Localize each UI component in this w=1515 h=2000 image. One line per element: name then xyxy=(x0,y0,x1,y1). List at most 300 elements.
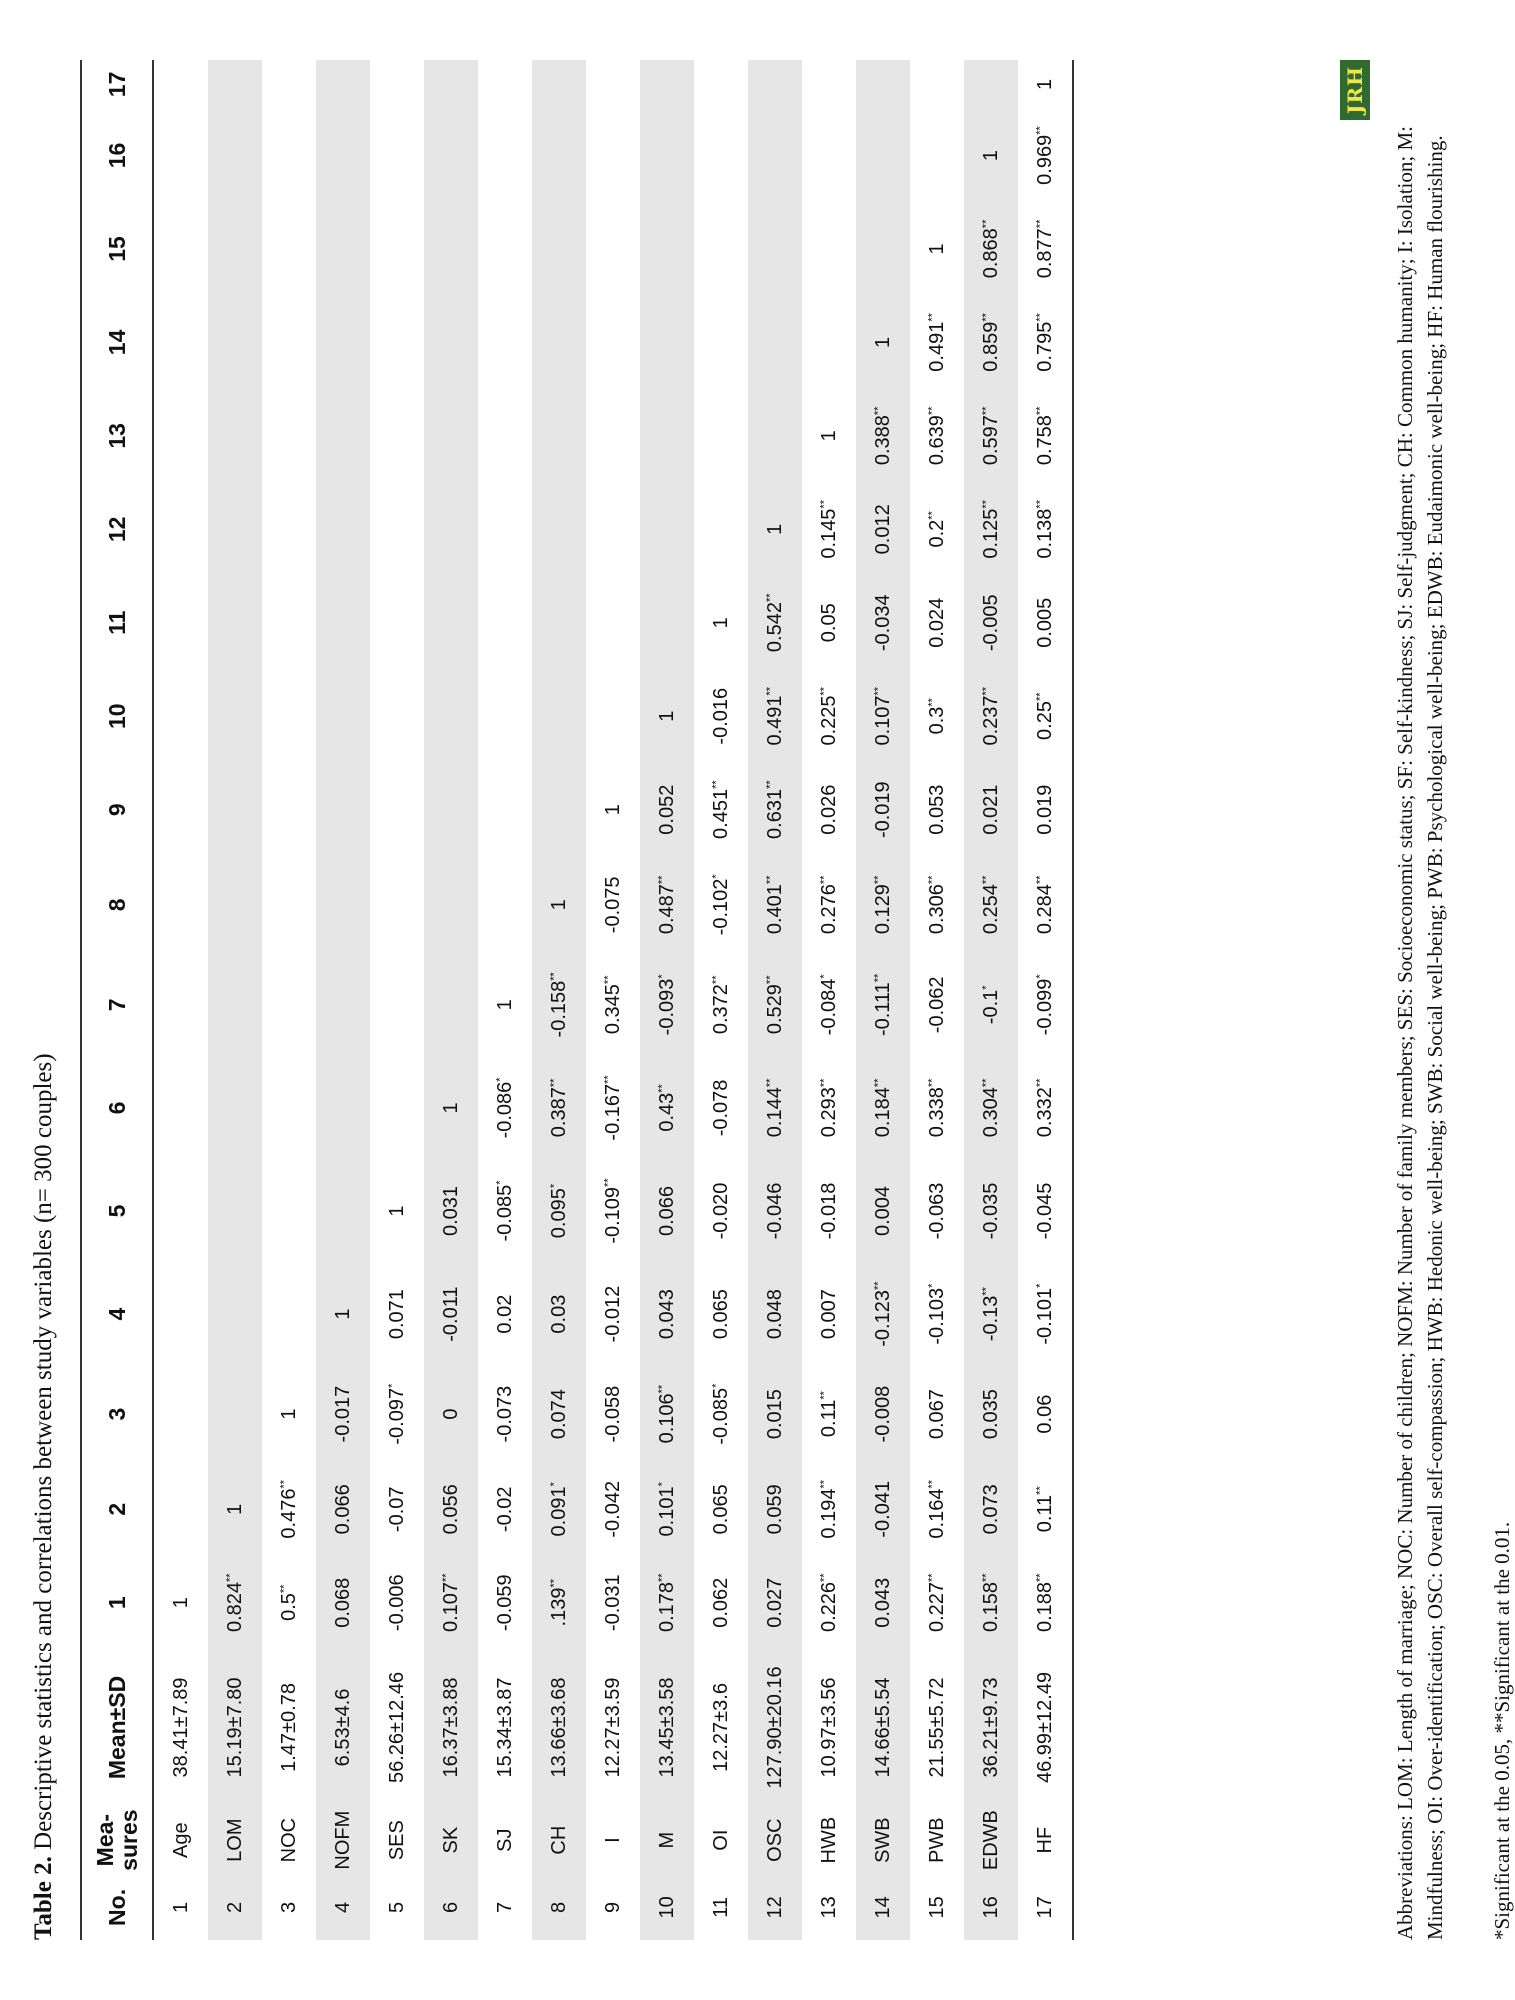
correlation-value: -0.078 xyxy=(709,1079,732,1137)
correlation-cell xyxy=(370,1159,424,1262)
correlation-cell xyxy=(856,953,910,1056)
correlation-cell xyxy=(424,109,478,202)
correlation-value: 0.062 xyxy=(709,1577,732,1628)
significance-marker: ** xyxy=(979,1078,992,1088)
column-header: 12 xyxy=(81,483,153,576)
correlation-cell xyxy=(153,669,208,762)
correlation-cell xyxy=(802,1056,856,1159)
column-header: 13 xyxy=(81,389,153,482)
correlation-value: 0.012 xyxy=(871,504,894,555)
correlation-cell xyxy=(910,1159,964,1262)
correlation-cell xyxy=(964,389,1018,482)
correlation-cell xyxy=(478,109,532,202)
correlation-cell xyxy=(748,1366,802,1463)
correlation-cell xyxy=(153,856,208,953)
correlation-cell xyxy=(316,483,370,576)
significance-marker: ** xyxy=(1033,126,1046,135)
correlation-cell xyxy=(1018,389,1073,482)
correlation-cell xyxy=(316,763,370,856)
significance-marker: ** xyxy=(277,1584,290,1594)
correlation-value: -0.158 xyxy=(547,980,570,1038)
correlation-cell xyxy=(856,1263,910,1366)
mean-sd: 46.99±12.49 xyxy=(1018,1649,1073,1805)
significance-marker: ** xyxy=(817,875,830,885)
correlation-cell xyxy=(424,60,478,109)
correlation-cell xyxy=(640,669,694,762)
correlation-cell xyxy=(910,1463,964,1556)
correlation-cell xyxy=(424,856,478,953)
correlation-cell xyxy=(694,1263,748,1366)
correlation-cell xyxy=(640,389,694,482)
correlation-cell xyxy=(208,389,262,482)
correlation-value: 1 xyxy=(223,1503,246,1515)
correlation-cell xyxy=(1018,1463,1073,1556)
correlation-cell xyxy=(478,1159,532,1262)
correlation-value: 0.597 xyxy=(979,415,1002,466)
correlation-cell xyxy=(153,1366,208,1463)
table-row xyxy=(262,60,316,1940)
correlation-cell xyxy=(370,576,424,669)
correlation-cell xyxy=(262,1556,316,1649)
table-row xyxy=(208,60,262,1940)
correlation-cell xyxy=(694,576,748,669)
correlation-cell xyxy=(964,763,1018,856)
correlation-value: 0.306 xyxy=(925,884,948,935)
footnote-text: *Significant at the 0.05, **Significant at the 0.01. xyxy=(1490,1521,1514,1940)
correlation-value: 0.03 xyxy=(547,1294,570,1334)
correlation-value: 0.237 xyxy=(979,695,1002,746)
correlation-cell xyxy=(153,1159,208,1262)
table-row xyxy=(694,60,748,1940)
table-row xyxy=(640,60,694,1940)
correlation-cell xyxy=(694,202,748,295)
significance-marker: ** xyxy=(871,406,884,416)
correlation-cell xyxy=(910,953,964,1056)
correlation-value: 0.024 xyxy=(925,597,948,648)
correlation-cell xyxy=(964,483,1018,576)
correlation-value: 1 xyxy=(277,1408,300,1420)
correlation-cell xyxy=(478,1056,532,1159)
header-row xyxy=(81,60,153,1940)
table-row xyxy=(802,60,856,1940)
correlation-cell xyxy=(856,856,910,953)
correlation-cell xyxy=(748,576,802,669)
table-row xyxy=(748,60,802,1940)
correlation-cell xyxy=(748,202,802,295)
correlation-cell xyxy=(316,856,370,953)
correlation-value: 0.095 xyxy=(547,1188,570,1239)
mean-sd: 127.90±20.16 xyxy=(748,1649,802,1805)
correlation-cell xyxy=(262,576,316,669)
correlation-cell xyxy=(208,296,262,389)
significance-footnote xyxy=(1490,60,1515,1940)
significance-marker: ** xyxy=(763,1078,776,1088)
correlation-cell xyxy=(910,296,964,389)
correlation-cell xyxy=(262,483,316,576)
correlation-cell xyxy=(424,1263,478,1366)
abbreviations-note: Abbreviations: LOM: Length of marriage; NOC: Number of children; NOFM: Number of family members; SES: Socioeconomic status; SF: Self-kindness; SJ: Self-judgment; CH: Common humanity; I: Isolation; M: Mindfulness; OI: Over-identification; OSC: Overall self-compassion; HWB: Hedonic well-being; SWB: Social well-being; PWB: Psychological well-being; EDWB: Eudaimonic well-being; HF: Human flourishing. xyxy=(1393,126,1447,1940)
correlation-value: 0.3 xyxy=(925,706,948,735)
significance-marker: ** xyxy=(871,875,884,885)
correlation-value: -0.103 xyxy=(925,1287,948,1345)
significance-marker: ** xyxy=(817,500,830,509)
correlation-cell xyxy=(262,1159,316,1262)
correlation-value: 0.824 xyxy=(223,1581,246,1633)
correlation-cell xyxy=(262,1366,316,1463)
correlation-value: 0.388 xyxy=(871,415,894,466)
correlation-cell xyxy=(910,856,964,953)
correlation-cell xyxy=(532,1556,586,1649)
correlation-cell xyxy=(802,483,856,576)
correlation-value: 0.276 xyxy=(817,884,840,935)
correlation-value: 0.631 xyxy=(763,788,786,839)
correlation-cell xyxy=(532,1263,586,1366)
correlation-value: -0.034 xyxy=(871,594,894,652)
correlation-value: 0.065 xyxy=(709,1289,732,1340)
mean-sd: 10.97±3.56 xyxy=(817,1677,840,1778)
correlation-cell xyxy=(532,953,586,1056)
correlation-cell xyxy=(424,1463,478,1556)
correlation-cell xyxy=(694,669,748,762)
correlation-cell xyxy=(153,763,208,856)
correlation-value: 0.529 xyxy=(763,984,786,1035)
correlation-value: -0.099 xyxy=(1033,978,1056,1036)
correlation-cell xyxy=(910,763,964,856)
correlation-cell xyxy=(748,1263,802,1366)
correlation-cell xyxy=(316,389,370,482)
significance-marker: ** xyxy=(925,1479,938,1489)
correlation-cell xyxy=(694,483,748,576)
correlation-cell xyxy=(478,483,532,576)
correlation-cell xyxy=(478,576,532,669)
significance-marker: ** xyxy=(979,1573,992,1582)
correlation-value: 0.068 xyxy=(331,1577,354,1628)
correlation-cell xyxy=(640,1366,694,1463)
correlation-cell xyxy=(262,763,316,856)
correlation-value: 0.164 xyxy=(925,1488,948,1539)
correlation-value: -0.109 xyxy=(601,1186,624,1244)
significance-marker: * xyxy=(493,1180,506,1185)
mean-sd: 13.66±3.68 xyxy=(532,1649,586,1805)
correlation-value: 0.125 xyxy=(979,508,1002,559)
table-row xyxy=(532,60,586,1940)
correlation-cell xyxy=(586,296,640,389)
correlation-value: 0.145 xyxy=(817,508,840,559)
correlation-cell xyxy=(153,576,208,669)
correlation-cell xyxy=(424,1159,478,1262)
measure-name: LOM xyxy=(208,1805,262,1874)
significance-marker: ** xyxy=(871,686,884,696)
correlation-cell xyxy=(802,60,856,109)
correlation-cell xyxy=(478,296,532,389)
correlation-value: 0.067 xyxy=(925,1389,948,1440)
correlation-cell xyxy=(964,109,1018,202)
correlation-value: -0.084 xyxy=(817,978,840,1036)
correlation-value: -0.008 xyxy=(871,1385,894,1443)
correlation-cell xyxy=(478,669,532,762)
measure-name: HWB xyxy=(817,1816,840,1864)
correlation-cell xyxy=(370,1463,424,1556)
correlation-cell xyxy=(153,296,208,389)
correlation-cell xyxy=(856,109,910,202)
correlation-cell xyxy=(370,483,424,576)
correlation-cell xyxy=(640,576,694,669)
correlation-cell xyxy=(532,576,586,669)
significance-marker: ** xyxy=(601,1075,614,1084)
correlation-value: 0.138 xyxy=(1033,508,1056,559)
correlation-cell xyxy=(748,1463,802,1556)
significance-marker: ** xyxy=(925,313,938,322)
correlation-value: -0.005 xyxy=(979,594,1002,652)
correlation-value: 0.969 xyxy=(1033,134,1056,185)
correlation-value: 0.194 xyxy=(817,1488,840,1539)
correlation-value: 0.859 xyxy=(979,321,1002,372)
correlation-value: 0.106 xyxy=(655,1393,678,1444)
correlation-cell xyxy=(964,953,1018,1056)
significance-marker: ** xyxy=(925,1078,938,1088)
correlation-cell xyxy=(208,1159,262,1262)
correlation-cell xyxy=(316,1056,370,1159)
correlation-value: 0.188 xyxy=(1033,1581,1056,1633)
correlation-cell xyxy=(802,1463,856,1556)
correlation-value: 0.345 xyxy=(601,984,624,1035)
column-header: 1 xyxy=(81,1556,153,1649)
correlation-cell xyxy=(370,1366,424,1463)
correlation-cell xyxy=(478,60,532,109)
correlation-cell xyxy=(208,483,262,576)
correlation-cell xyxy=(478,763,532,856)
correlation-cell xyxy=(478,1366,532,1463)
correlation-cell xyxy=(424,202,478,295)
significance-marker: ** xyxy=(763,875,776,885)
correlation-cell xyxy=(748,1159,802,1262)
correlation-cell xyxy=(640,1159,694,1262)
correlation-cell xyxy=(586,1556,640,1649)
significance-marker: ** xyxy=(871,973,884,983)
correlation-value: 0.487 xyxy=(655,884,678,935)
correlation-value: 1 xyxy=(169,1597,192,1609)
column-header: 5 xyxy=(81,1159,153,1262)
measure-name: OSC xyxy=(748,1805,802,1874)
significance-marker: ** xyxy=(817,1573,830,1582)
correlation-cell xyxy=(153,109,208,202)
correlation-value: 1 xyxy=(655,710,678,722)
correlation-value: -0.016 xyxy=(709,687,732,745)
correlation-value: -0.102 xyxy=(709,878,732,936)
correlation-cell xyxy=(964,296,1018,389)
significance-marker: ** xyxy=(1033,219,1046,229)
correlation-value: -0.058 xyxy=(601,1385,624,1443)
correlation-value: 0.5 xyxy=(277,1593,300,1621)
correlation-cell xyxy=(694,389,748,482)
row-number: 3 xyxy=(277,1901,300,1913)
correlation-cell xyxy=(532,1463,586,1556)
correlation-cell xyxy=(856,1463,910,1556)
table-row xyxy=(316,60,370,1940)
correlation-value: 0.868 xyxy=(979,228,1002,279)
correlation-cell xyxy=(748,1556,802,1649)
correlation-cell xyxy=(370,389,424,482)
correlation-cell xyxy=(262,953,316,1056)
correlation-value: 0.144 xyxy=(763,1087,786,1138)
correlation-value: 0.02 xyxy=(493,1294,516,1334)
correlation-cell xyxy=(910,389,964,482)
correlation-cell xyxy=(370,60,424,109)
correlation-value: 0.184 xyxy=(871,1087,894,1138)
correlation-cell xyxy=(964,1463,1018,1556)
table-row xyxy=(370,60,424,1940)
correlation-cell xyxy=(153,483,208,576)
mean-sd: 36.21±9.73 xyxy=(964,1649,1018,1805)
correlation-cell xyxy=(532,856,586,953)
correlation-cell xyxy=(262,60,316,109)
correlation-table xyxy=(80,60,1074,1940)
significance-marker: ** xyxy=(655,1084,668,1093)
correlation-cell xyxy=(748,669,802,762)
correlation-value: 0.293 xyxy=(817,1087,840,1138)
correlation-cell xyxy=(1018,1159,1073,1262)
correlation-cell xyxy=(153,953,208,1056)
significance-marker: ** xyxy=(763,593,776,603)
correlation-cell xyxy=(532,109,586,202)
column-header: 17 xyxy=(81,60,153,109)
correlation-cell xyxy=(748,296,802,389)
correlation-value: 1 xyxy=(979,149,1002,162)
correlation-cell xyxy=(964,856,1018,953)
correlation-cell xyxy=(1018,953,1073,1056)
correlation-cell xyxy=(262,296,316,389)
correlation-value: -0.042 xyxy=(601,1480,624,1538)
correlation-cell xyxy=(802,389,856,482)
correlation-cell xyxy=(370,669,424,762)
correlation-cell xyxy=(370,1556,424,1649)
column-header: 14 xyxy=(81,296,153,389)
correlation-cell xyxy=(586,389,640,482)
correlation-value: -0.019 xyxy=(871,781,894,839)
significance-marker: ** xyxy=(655,1573,668,1582)
correlation-cell xyxy=(262,1463,316,1556)
correlation-cell xyxy=(802,763,856,856)
correlation-cell xyxy=(802,1159,856,1262)
column-header: 11 xyxy=(81,576,153,669)
significance-marker: * xyxy=(385,1383,398,1388)
correlation-cell xyxy=(1018,576,1073,669)
significance-marker: ** xyxy=(871,1078,884,1088)
correlation-cell xyxy=(478,1263,532,1366)
correlation-cell xyxy=(532,669,586,762)
correlation-value: 0.225 xyxy=(817,695,840,746)
correlation-cell xyxy=(262,1056,316,1159)
correlation-cell xyxy=(856,1556,910,1649)
correlation-cell xyxy=(208,109,262,202)
column-header: 10 xyxy=(81,669,153,762)
correlation-cell xyxy=(208,856,262,953)
correlation-cell xyxy=(748,60,802,109)
correlation-cell xyxy=(856,389,910,482)
table-row xyxy=(1018,60,1073,1940)
column-header: 6 xyxy=(81,1056,153,1159)
row-number: 15 xyxy=(925,1896,948,1919)
measure-name: HF xyxy=(1018,1805,1073,1874)
row-number: 14 xyxy=(856,1875,910,1940)
column-header: 15 xyxy=(81,202,153,295)
measure-name: SK xyxy=(424,1805,478,1874)
correlation-value: 1 xyxy=(601,804,624,816)
correlation-cell xyxy=(694,953,748,1056)
significance-marker: ** xyxy=(601,975,614,985)
correlation-value: 0.226 xyxy=(817,1581,840,1633)
correlation-value: -0.011 xyxy=(439,1286,462,1342)
correlation-value: 0.065 xyxy=(709,1484,732,1535)
correlation-cell xyxy=(316,1366,370,1463)
significance-marker: ** xyxy=(547,1078,560,1088)
correlation-value: 1 xyxy=(925,243,948,255)
significance-marker: ** xyxy=(1033,875,1046,885)
significance-marker: * xyxy=(547,1183,560,1189)
correlation-cell xyxy=(964,1556,1018,1649)
row-number: 9 xyxy=(601,1901,624,1913)
correlation-value: 0.2 xyxy=(925,519,948,548)
correlation-cell xyxy=(640,1556,694,1649)
correlation-cell xyxy=(316,60,370,109)
correlation-value: 0.027 xyxy=(763,1577,786,1628)
column-header: 3 xyxy=(81,1366,153,1463)
correlation-cell xyxy=(910,483,964,576)
correlation-cell xyxy=(640,953,694,1056)
correlation-cell xyxy=(586,953,640,1056)
correlation-cell xyxy=(1018,1263,1073,1366)
correlation-cell xyxy=(316,576,370,669)
correlation-cell xyxy=(964,576,1018,669)
correlation-cell xyxy=(640,1463,694,1556)
correlation-cell xyxy=(424,953,478,1056)
correlation-cell xyxy=(586,763,640,856)
correlation-value: 0.056 xyxy=(439,1484,462,1535)
correlation-value: -0.045 xyxy=(1033,1182,1056,1240)
correlation-value: 0.25 xyxy=(1033,701,1056,740)
correlation-value: 0.053 xyxy=(925,784,948,835)
mean-sd: 15.34±3.87 xyxy=(493,1677,516,1778)
correlation-cell xyxy=(802,576,856,669)
correlation-cell xyxy=(694,296,748,389)
row-number: 10 xyxy=(640,1875,694,1940)
correlation-value: -0.012 xyxy=(601,1285,624,1343)
correlation-cell xyxy=(748,389,802,482)
correlation-value: 0.476 xyxy=(277,1488,300,1539)
significance-marker: * xyxy=(979,985,992,990)
correlation-cell xyxy=(370,953,424,1056)
correlation-value: -0.062 xyxy=(925,976,948,1034)
correlation-value: 0.026 xyxy=(817,784,840,835)
correlation-value: 0.059 xyxy=(763,1484,786,1535)
correlation-cell xyxy=(316,1463,370,1556)
correlation-cell xyxy=(694,1056,748,1159)
correlation-cell xyxy=(748,856,802,953)
table-caption xyxy=(30,1053,58,1940)
correlation-value: 0.107 xyxy=(439,1581,462,1633)
correlation-cell xyxy=(1018,202,1073,295)
correlation-value: 0.005 xyxy=(1033,597,1056,648)
significance-marker: ** xyxy=(1033,1486,1046,1495)
correlation-cell xyxy=(478,202,532,295)
journal-logo: JRH xyxy=(1340,60,1370,120)
significance-marker: ** xyxy=(925,875,938,885)
correlation-cell xyxy=(802,296,856,389)
correlation-cell xyxy=(964,202,1018,295)
significance-marker: * xyxy=(925,1283,938,1288)
mean-sd: 12.27±3.6 xyxy=(709,1683,732,1772)
correlation-cell xyxy=(316,1159,370,1262)
